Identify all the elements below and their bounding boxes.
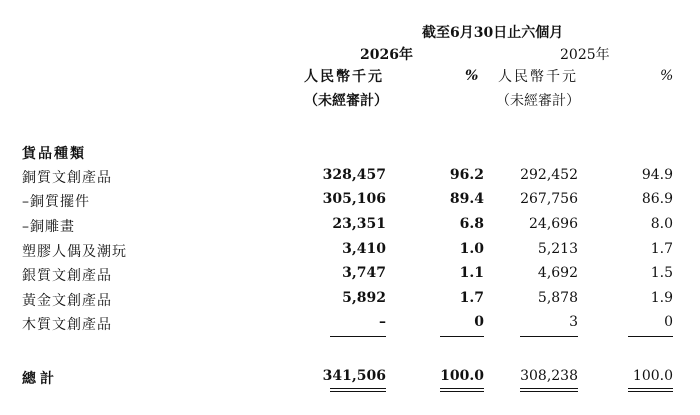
value-2026: 305,106	[322, 191, 386, 207]
pct-2026: 1.7	[459, 290, 484, 306]
pct-2026: 1.0	[459, 241, 484, 257]
pct-2026: 6.8	[459, 216, 484, 232]
pct-2025: 86.9	[641, 191, 673, 207]
value-2025: 5,213	[537, 241, 578, 257]
row-label: 銅質文創產品	[22, 170, 112, 186]
total-double-rule	[520, 391, 578, 392]
value-2026: 3,747	[342, 265, 386, 281]
currency-2026-header: 人民幣千元	[304, 69, 384, 85]
pct-2025: 8.0	[650, 216, 673, 232]
row-label: –銅質擺件	[22, 194, 90, 210]
value-2025: 24,696	[529, 216, 578, 232]
pct-2026: 1.1	[459, 265, 484, 281]
value-2026: 328,457	[322, 167, 386, 183]
total-double-rule	[440, 388, 484, 389]
value-2026: 3,410	[342, 241, 386, 257]
pct-2025: 1.5	[650, 265, 673, 281]
pct-2026: 89.4	[449, 191, 484, 207]
pct-2025-header: %	[660, 68, 674, 84]
value-2026: 5,892	[342, 290, 386, 306]
currency-2025-header: 人民幣千元	[498, 69, 578, 85]
subtotal-rule	[628, 336, 673, 337]
pct-2026: 96.2	[449, 167, 484, 183]
row-label: 塑膠人偶及潮玩	[22, 244, 127, 260]
pct-2025: 94.9	[641, 167, 673, 183]
section-title: 貨品種類	[22, 146, 86, 162]
total-double-rule	[330, 391, 386, 392]
subtotal-rule	[440, 336, 484, 337]
row-label: –銅雕畫	[22, 219, 75, 235]
total-double-rule	[440, 391, 484, 392]
subtotal-rule	[520, 336, 578, 337]
value-2026: –	[379, 314, 386, 330]
pct-2025: 0	[664, 314, 673, 330]
value-2025: 292,452	[520, 167, 578, 183]
total-pct-2025: 100.0	[632, 368, 673, 384]
year-2026-header: 2026年	[360, 47, 413, 63]
row-label: 銀質文創產品	[22, 268, 112, 284]
total-double-rule	[520, 388, 578, 389]
year-2025-header: 2025年	[560, 47, 610, 63]
value-2026: 23,351	[332, 216, 386, 232]
pct-2026-header: %	[465, 68, 479, 84]
total-pct-2026: 100.0	[440, 368, 484, 384]
value-2025: 4,692	[537, 265, 578, 281]
subtotal-rule	[330, 336, 386, 337]
value-2025: 3	[569, 314, 578, 330]
row-label: 黃金文創產品	[22, 293, 112, 309]
value-2025: 267,756	[520, 191, 578, 207]
audit-2026-header: （未經審計）	[304, 93, 388, 109]
total-double-rule	[628, 388, 673, 389]
total-label: 總計	[22, 371, 58, 387]
pct-2026: 0	[474, 314, 484, 330]
total-double-rule	[330, 388, 386, 389]
period-header: 截至6月30日止六個月	[422, 25, 564, 41]
pct-2025: 1.9	[650, 290, 673, 306]
pct-2025: 1.7	[650, 241, 673, 257]
total-double-rule	[628, 391, 673, 392]
value-2025: 5,878	[537, 290, 578, 306]
row-label: 木質文創產品	[22, 317, 112, 333]
total-value-2025: 308,238	[520, 368, 578, 384]
audit-2025-header: （未經審計）	[496, 93, 580, 109]
total-value-2026: 341,506	[322, 368, 386, 384]
